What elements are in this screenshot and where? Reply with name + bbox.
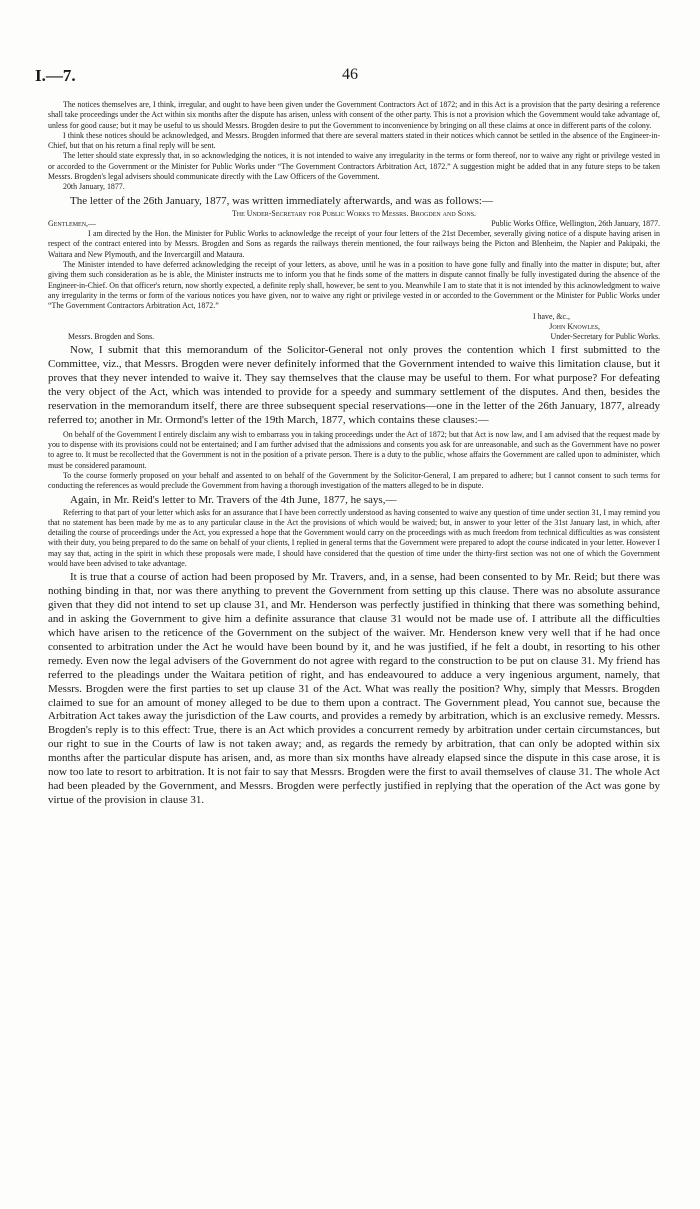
letter-salutation-row — [48, 219, 660, 229]
ormond-quote: To the course formerly proposed on your behalf and assented to on behalf of the Government by the Solicitor-General, I am prepared to adhere; but I cannot consent to such terms for conducting the references as would preclude the Government from having a thorough investigation of the matters alleged to be in dispute. — [48, 471, 660, 491]
letter-addressee: Messrs. Brogden and Sons. — [68, 332, 155, 342]
page-header — [35, 66, 665, 88]
letter-signer-title: Under-Secretary for Public Works. — [550, 332, 660, 342]
page-number: 46 — [342, 66, 358, 83]
ormond-quote: On behalf of the Government I entirely disclaim any wish to embarrass you in taking proceedings under the Act of 1872; but that Act is now law, and I am advised that the request made by you to dispense with its provisions could not be entertained; and I am further advised that the admissions and consents you ask for are unreasonable, and such as the Government have no power to agree to. It must be recollected that the Government is not in the position of a private person. There is a duty to the public, whose affairs the Government are called upon to administer, which must be considered paramount. — [48, 429, 660, 470]
memo-paragraph: The notices themselves are, I think, irregular, and ought to have been given under the Government Contractors Act of 1872; and in this Act is a provision that the party desiring a reference shall take proceedings under the Act within six months after the dispute has arisen, unless with consent of the other party. This is not a provision which the Government would take advantage of, unless for good cause; but it may be useful to us should Messrs. Brogden desire to put the Government to inconvenience by bringing on all these claims at once in different parts of the colony. — [48, 100, 660, 130]
letter-closing: I have, &c., — [532, 311, 570, 321]
letter-paragraph: The Minister intended to have deferred acknowledging the receipt of your letters, as above, until he was in a position to have gone fully and finally into the matter in dispute; but, after giving them such consideration as he is able, the Minister instructs me to inform you that he finds some of the matters in dispute cannot finally be fully investigated during the absence of the Engineer-in-Chief. On that officer's return, now shortly expected, a definite reply shall, however, be sent to you. Meanwhile I am to state that it is not intended by this acknowledgment to waive any irregularity in the terms or form of the various notices you have given, nor to waive any right or privilege vested in or accorded to the Government or the Minister for Public Works under “The Government Contractors Arbitration Act, 1872.” — [48, 260, 660, 311]
letter-salutation: Gentlemen,— — [48, 218, 96, 228]
memo-paragraph: I think these notices should be acknowledged, and Messrs. Brogden informed that there are several matters stated in their notices which cannot be settled in the absence of the Engineer-in-Chief, but that on his return a final reply will be sent. — [48, 130, 660, 151]
paper-reference: I.—7. — [35, 66, 76, 85]
letter-paragraph: I am directed by the Hon. the Minister for Public Works to acknowledge the receipt of your four letters of the 21st December, severally giving notice of a dispute having arisen in respect of the contract entered into by Messrs. Brogden and Sons as regards the railways therein mentioned, the four railways being the Picton and Blenheim, the Napier and Pakipaki, the Waitara and New Plymouth, and the Invercargill and Mataura. — [48, 229, 660, 259]
memo-paragraph: The letter should state expressly that, in so acknowledging the notices, it is not intended to waive any irregularity in the terms or form thereof, nor to waive any right or privilege vested in or accorded to the Government or the Minister for Public Works under “The Government Contractors Arbitration Act, 1872.” A suggestion might be added that in any future steps to be taken Messrs. Brogden's legal advisers should communicate directly with the Law Officers of the Government. — [48, 151, 660, 182]
letter-heading: The Under-Secretary for Public Works to Messrs. Brogden and Sons. — [231, 208, 477, 218]
letter-place-date: Public Works Office, Wellington, 26th January, 1877. — [491, 218, 660, 228]
reid-quote: Referring to that part of your letter which asks for an assurance that I have been correctly understood as having consented to waive any question of time under section 31, I may remind you that no statement has been made by me as to any particular clause in the Act the provisions of which would be waived; but, in answer to your letter of the 31st January last, in which, after detailing the course of proceedings under the Act, you expressed a hope that the Government would carry on the proceedings with as much freedom from technical difficulties as was consistent with their duty, you being prepared to do the same on behalf of your clients, I replied in general terms that the Government were prepared to adopt the course indicated in your letter. However I may say that, acting in the spirit in which these proposals were made, I should have considered that the question of time under the thirty-first section was not one of which the Government would have been advised to take advantage. — [48, 507, 660, 569]
letter-signoff-row — [48, 332, 660, 342]
document-body — [48, 100, 660, 808]
speech-paragraph: It is true that a course of action had been proposed by Mr. Travers, and, in a sense, had been consented to by Mr. Reid; but there was nothing binding in that, nor was there anything to prevent the Government from setting up this clause. There was no absolute assurance given that they did not intend to set up clause 31, and Mr. Henderson was perfectly justified in thinking that there was something behind, and in asking the Government to give him a definite assurance that clause 31 would not be made use of. I attribute all the difficulties which have arisen to the reticence of the Government on the subject of the waiver. Mr. Henderson knew very well that if he had once consented to arbitration under the Act he would have been bound by it, and he was justified, if he felt a doubt, in resorting to his other remedy. Even now the legal advisers of the Government do not agree with regard to the construction to be put on clause 31. My friend has referred to the pleadings under the Waitara petition of right, and has endeavoured to adduce a very ingenious argument, namely, that Messrs. Brogden were the first parties to set up clause 31 of the Act. What was really the position? Why, simply that Messrs. Brogden claimed to sue for an amount of money alleged to be due to them upon a contract. The Government plead, You cannot sue, because the Arbitration Act takes away the jurisdiction of the Law courts, and provides a remedy by arbitration, which is an exclusive remedy. Messrs. Brogden's reply is to this effect: True, there is an Act which provides a concurrent remedy by arbitration under certain circumstances, but our right to sue in the Courts of law is not taken away; and, as regards the remedy by arbitration, that can only be adopted within six months after the particular dispute has arisen, and, as more than six months have already elapsed since the dispute in this case arose, it is now too late to resort to arbitration. It is not fair to say that Messrs. Brogden were the first to avail themselves of clause 31. The whole Act had been pleaded by the Government, and Messrs. Brogden were perfectly justified in replying that the operation of the Act was gone by virtue of the provision in clause 31. — [48, 571, 660, 806]
speech-paragraph: Now, I submit that this memorandum of the Solicitor-General not only proves the contention which I first submitted to the Committee, viz., that Messrs. Brogden were never definitely informed that the Government intended to waive this limitation clause, but it proves that they never intended to waive it. They say themselves that the clause may be useful to them. For what purpose? For defeating the very object of the Act, which was intended to provide for a speedy and summary settlement of the disputes. And then, besides the reservation in the memorandum itself, there are three subsequent special reservations—one in the letter of the 26th January, 1877, already referred to; another in Mr. Ormond's letter of the 19th March, 1877, which contains these clauses:— — [48, 344, 660, 426]
letter-intro: The letter of the 26th January, 1877, was written immediately afterwards, and was as follows:— — [70, 194, 493, 207]
reid-intro: Again, in Mr. Reid's letter to Mr. Travers of the 4th June, 1877, he says,— — [70, 493, 397, 506]
letter-signature: John Knowles, — [549, 321, 600, 331]
memo-date: 20th January, 1877. — [63, 182, 125, 192]
